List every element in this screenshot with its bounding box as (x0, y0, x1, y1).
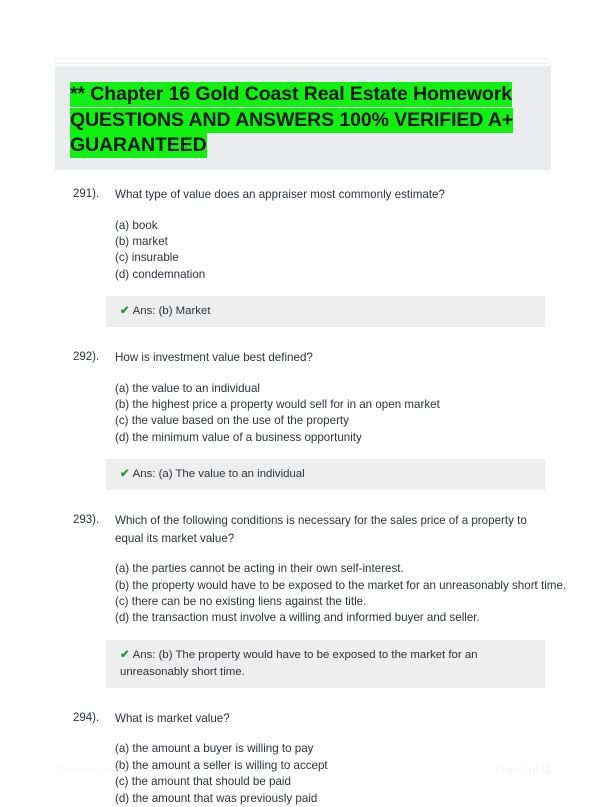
option-d: (d) the amount that was previously paid (115, 791, 318, 805)
question-heading (0, 186, 606, 204)
answer-text: Ans: (b) Market (132, 305, 211, 318)
option-a: (a) the parties cannot be acting in their own self-interest. (115, 562, 404, 576)
option-list (0, 381, 606, 447)
option-c: (c) the amount that should be paid (115, 775, 291, 789)
option-list (0, 218, 606, 284)
title-line-2: QUESTIONS AND ANSWERS 100% VERIFIED A+ (70, 108, 514, 131)
question-heading (0, 512, 606, 547)
option-d: (d) the transaction must involve a willing and informed buyer and seller. (115, 611, 480, 625)
page-number: Page 1 of 13 (495, 765, 551, 776)
document-title (70, 82, 538, 159)
option-b: (b) the highest price a property would sell for in an open market (115, 398, 440, 412)
header-rule-top (55, 58, 550, 59)
question-block (0, 186, 606, 327)
question-heading (0, 710, 606, 728)
watermark-text: PaperStlic.com (57, 765, 123, 776)
questions-list (0, 186, 606, 807)
question-text: Which of the following conditions is necessary for the sales price of a property to equal its market value? (115, 514, 527, 545)
title-line-3: GUARANTEED (70, 134, 207, 156)
block-spacer (0, 688, 606, 710)
option-d: (d) the minimum value of a business opportunity (115, 430, 362, 444)
check-icon: ✔ (120, 305, 130, 318)
option-b: (b) the property would have to be exposed to the market for an unreasonably short time. (115, 578, 567, 592)
question-block (0, 710, 606, 807)
question-number: 293). (73, 514, 100, 527)
question-text: How is investment value best defined? (115, 351, 313, 365)
answer-text: Ans: (b) The property would have to be exposed to the market for an unreasonably short time. (120, 648, 478, 678)
answer-content (106, 647, 545, 681)
option-a: (a) book (115, 218, 158, 232)
block-spacer (0, 327, 606, 349)
question-text: What type of value does an appraiser most commonly estimate? (115, 188, 445, 201)
check-icon: ✔ (120, 648, 130, 661)
page-footer (0, 765, 606, 785)
question-number: 292). (73, 351, 100, 364)
option-c: (c) the value based on the use of the property (115, 414, 349, 428)
answer-content (106, 466, 545, 483)
option-a: (a) the value to an individual (115, 381, 261, 395)
question-heading (0, 349, 606, 367)
question-block (0, 349, 606, 490)
block-spacer (0, 490, 606, 512)
question-block (0, 512, 606, 688)
header-rule-bottom (55, 63, 550, 64)
option-b: (b) market (115, 234, 168, 248)
question-text: What is market value? (115, 711, 230, 725)
answer-content (106, 303, 545, 320)
answer-text: Ans: (a) The value to an individual (132, 468, 305, 481)
question-number: 291). (73, 188, 100, 200)
option-list (0, 561, 606, 627)
answer-box (106, 459, 545, 490)
question-number: 294). (73, 711, 100, 724)
option-a: (a) the amount a buyer is willing to pay (115, 742, 314, 756)
check-icon: ✔ (120, 468, 130, 481)
answer-box (106, 640, 545, 688)
option-c: (c) there can be no existing liens against the title. (115, 595, 367, 609)
option-c: (c) insurable (115, 251, 179, 265)
answer-box (106, 296, 545, 327)
title-line-1: ** Chapter 16 Gold Coast Real Estate Homework (70, 83, 512, 105)
option-d: (d) condemnation (115, 267, 206, 281)
option-b: (b) the amount a seller is willing to accept (115, 758, 328, 772)
